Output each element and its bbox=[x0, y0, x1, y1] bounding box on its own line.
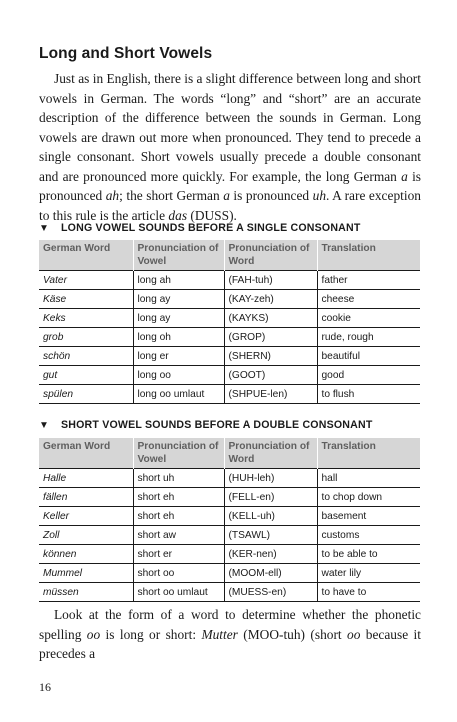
intro-text-6: (DUSS). bbox=[187, 207, 237, 223]
word-pronunciation: (GROP) bbox=[224, 328, 317, 347]
translation: to chop down bbox=[317, 488, 420, 507]
word-pronunciation: (KAY-zeh) bbox=[224, 290, 317, 309]
long-vowel-table-title: LONG VOWEL SOUNDS BEFORE A SINGLE CONSONANT bbox=[61, 222, 361, 234]
word-pronunciation: (KER-nen) bbox=[224, 545, 317, 564]
translation: water lily bbox=[317, 564, 420, 583]
vowel-pronunciation: long oo umlaut bbox=[133, 385, 224, 404]
german-word: Zoll bbox=[39, 526, 133, 545]
intro-emph-5: das bbox=[168, 207, 188, 223]
closing-paragraph bbox=[39, 605, 421, 664]
column-header: Pronunciation of Vowel bbox=[133, 240, 224, 271]
german-word: Mummel bbox=[39, 564, 133, 583]
vowel-pronunciation: short aw bbox=[133, 526, 224, 545]
intro-emph-3: a bbox=[223, 188, 230, 203]
vowel-pronunciation: long oo bbox=[133, 366, 224, 385]
short-vowel-table bbox=[39, 438, 420, 602]
long-vowel-table-heading bbox=[39, 222, 361, 234]
intro-text-4: is pronounced bbox=[229, 188, 313, 203]
column-header: German Word bbox=[39, 438, 133, 469]
intro-paragraph bbox=[39, 69, 421, 225]
table-row bbox=[39, 545, 420, 564]
translation: customs bbox=[317, 526, 420, 545]
table-row bbox=[39, 488, 420, 507]
vowel-pronunciation: long er bbox=[133, 347, 224, 366]
table-row bbox=[39, 507, 420, 526]
vowel-pronunciation: short uh bbox=[133, 469, 224, 488]
table-row bbox=[39, 583, 420, 602]
german-word: Keks bbox=[39, 309, 133, 328]
vowel-pronunciation: long ay bbox=[133, 309, 224, 328]
table-row bbox=[39, 271, 420, 290]
word-pronunciation: (FAH-tuh) bbox=[224, 271, 317, 290]
german-word: Keller bbox=[39, 507, 133, 526]
table-row bbox=[39, 290, 420, 309]
table-row bbox=[39, 564, 420, 583]
intro-emph-1: a bbox=[401, 168, 408, 184]
vowel-pronunciation: short eh bbox=[133, 488, 224, 507]
table-header-row bbox=[39, 438, 420, 469]
intro-emph-4: uh bbox=[312, 188, 327, 203]
short-vowel-table-heading bbox=[39, 419, 373, 431]
translation: to flush bbox=[317, 385, 420, 404]
table-row bbox=[39, 366, 420, 385]
german-word: können bbox=[39, 545, 133, 564]
outro-emph-2: Mutter bbox=[201, 626, 238, 642]
vowel-pronunciation: short oo bbox=[133, 564, 224, 583]
intro-text-1: Just as in English, there is a slight difference between long and short vowels in German. The words “long” and “short” are an accurate description of the difference between the sounds in German. Long vowels are drawn out more when pronounced. They tend to precede a single consonant. Short vowels usually precede a double consonant and are pronounced more quickly. For example, the long German bbox=[39, 71, 421, 184]
table-row bbox=[39, 309, 420, 328]
table-header-row bbox=[39, 240, 420, 271]
outro-text-3: (MOO-tuh) (short bbox=[237, 626, 348, 642]
table-row bbox=[39, 469, 420, 488]
translation: basement bbox=[317, 507, 420, 526]
translation: beautiful bbox=[317, 347, 420, 366]
section-heading: Long and Short Vowels bbox=[39, 45, 213, 62]
vowel-pronunciation: short eh bbox=[133, 507, 224, 526]
column-header: German Word bbox=[39, 240, 133, 271]
translation: to be able to bbox=[317, 545, 420, 564]
german-word: schön bbox=[39, 347, 133, 366]
vowel-pronunciation: long oh bbox=[133, 328, 224, 347]
column-header: Translation bbox=[317, 438, 420, 469]
german-word: Vater bbox=[39, 271, 133, 290]
german-word: grob bbox=[39, 328, 133, 347]
word-pronunciation: (GOOT) bbox=[224, 366, 317, 385]
column-header: Pronunciation of Word bbox=[224, 240, 317, 271]
column-header: Pronunciation of Vowel bbox=[133, 438, 224, 469]
page-number: 16 bbox=[39, 680, 51, 694]
outro-emph-1: oo bbox=[86, 626, 101, 642]
long-vowel-table bbox=[39, 240, 420, 404]
intro-text-5: . A rare exception to this rule is the article bbox=[39, 188, 421, 223]
vowel-pronunciation: long ay bbox=[133, 290, 224, 309]
german-word: Halle bbox=[39, 469, 133, 488]
intro-emph-2: ah bbox=[105, 188, 120, 203]
word-pronunciation: (KAYKS) bbox=[224, 309, 317, 328]
outro-text-4: because it precedes a bbox=[39, 626, 421, 661]
word-pronunciation: (KELL-uh) bbox=[224, 507, 317, 526]
word-pronunciation: (SHPUE-len) bbox=[224, 385, 317, 404]
translation: good bbox=[317, 366, 420, 385]
word-pronunciation: (MOOM-ell) bbox=[224, 564, 317, 583]
german-word: Käse bbox=[39, 290, 133, 309]
triangle-down-icon: ▼ bbox=[39, 420, 50, 431]
word-pronunciation: (HUH-leh) bbox=[224, 469, 317, 488]
column-header: Pronunciation of Word bbox=[224, 438, 317, 469]
vowel-pronunciation: short er bbox=[133, 545, 224, 564]
triangle-down-icon: ▼ bbox=[39, 223, 50, 234]
german-word: spülen bbox=[39, 385, 133, 404]
column-header: Translation bbox=[317, 240, 420, 271]
translation: hall bbox=[317, 469, 420, 488]
intro-text-2: is pronounced bbox=[39, 168, 422, 203]
translation: to have to bbox=[317, 583, 420, 602]
translation: rude, rough bbox=[317, 328, 420, 347]
german-word: müssen bbox=[39, 583, 133, 602]
word-pronunciation: (SHERN) bbox=[224, 347, 317, 366]
translation: cheese bbox=[317, 290, 420, 309]
table-row bbox=[39, 526, 420, 545]
word-pronunciation: (FELL-en) bbox=[224, 488, 317, 507]
table-row bbox=[39, 328, 420, 347]
word-pronunciation: (TSAWL) bbox=[224, 526, 317, 545]
table-row bbox=[39, 385, 420, 404]
german-word: gut bbox=[39, 366, 133, 385]
outro-emph-3: oo bbox=[347, 626, 361, 642]
vowel-pronunciation: short oo umlaut bbox=[133, 583, 224, 602]
german-word: fällen bbox=[39, 488, 133, 507]
outro-text-2: is long or short: bbox=[100, 626, 202, 642]
outro-text-1: Look at the form of a word to determine whether the phonetic spelling bbox=[39, 607, 421, 642]
intro-text-3: ; the short German bbox=[119, 188, 224, 203]
vowel-pronunciation: long ah bbox=[133, 271, 224, 290]
translation: father bbox=[317, 271, 420, 290]
short-vowel-table-title: SHORT VOWEL SOUNDS BEFORE A DOUBLE CONSONANT bbox=[61, 419, 373, 431]
translation: cookie bbox=[317, 309, 420, 328]
table-row bbox=[39, 347, 420, 366]
word-pronunciation: (MUESS-en) bbox=[224, 583, 317, 602]
